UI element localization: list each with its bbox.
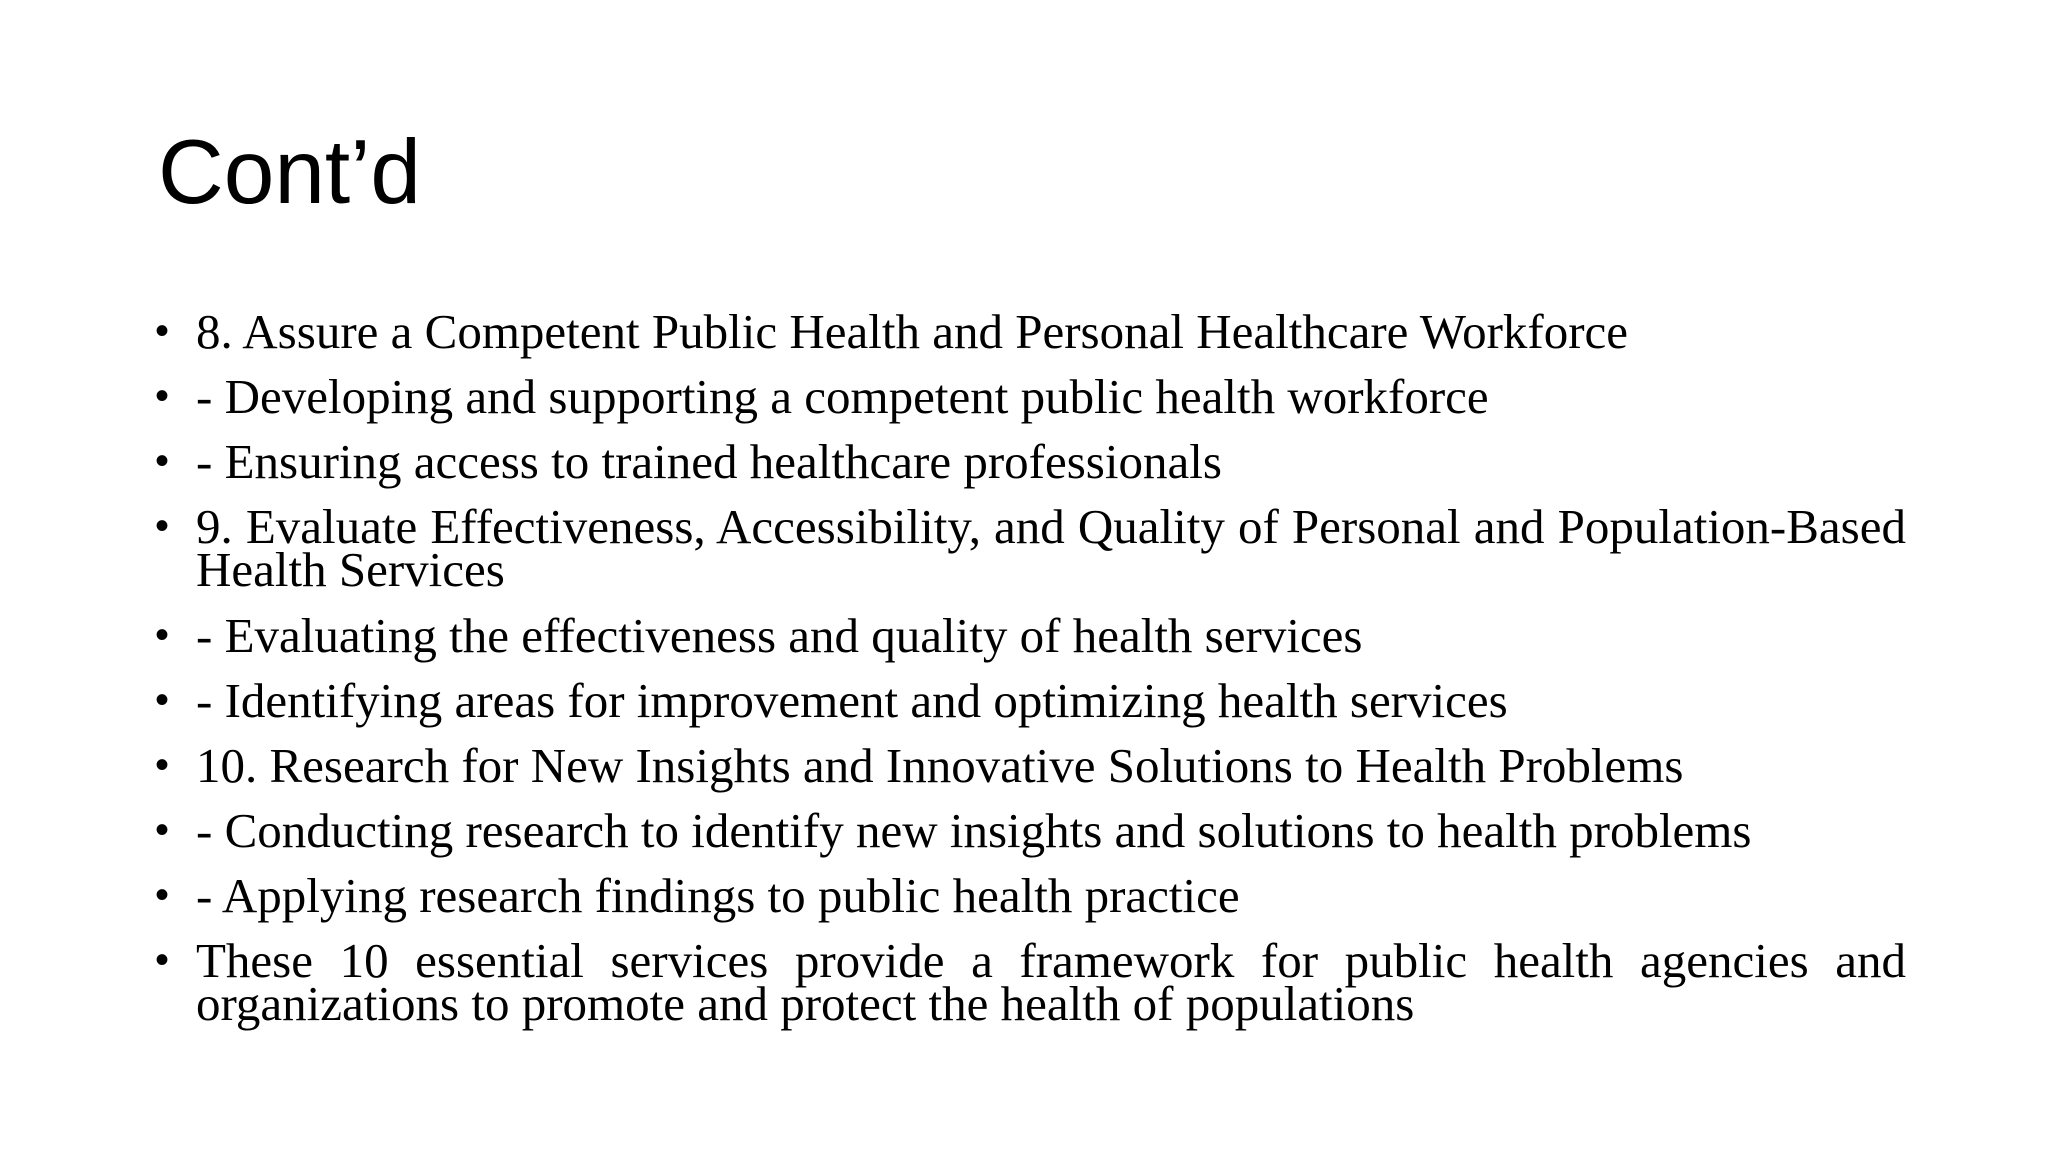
bullet-text: - Applying research findings to public health practice — [196, 868, 1240, 923]
bullet-icon: • — [155, 613, 170, 657]
bullet-text: - Developing and supporting a competent public health workforce — [196, 369, 1489, 424]
bullet-text: - Conducting research to identify new insights and solutions to health problems — [196, 803, 1752, 858]
bullet-icon: • — [155, 678, 170, 722]
bullet-text: - Evaluating the effectiveness and quality of health services — [196, 608, 1363, 663]
bullet-icon: • — [155, 938, 170, 982]
bullet-text: These 10 essential services provide a framework for public health agencies and organizations to promote and protect the health of populations — [196, 933, 1906, 1031]
bullet-text: 10. Research for New Insights and Innovative Solutions to Health Problems — [196, 738, 1684, 793]
bullet-text: 8. Assure a Competent Public Health and Personal Healthcare Workforce — [196, 304, 1629, 359]
bullet-icon: • — [155, 374, 170, 418]
bullet-icon: • — [155, 808, 170, 852]
bullet-icon: • — [155, 743, 170, 787]
bullet-text: - Identifying areas for improvement and optimizing health services — [196, 673, 1508, 728]
bullet-icon: • — [155, 873, 170, 917]
bullet-icon: • — [155, 504, 170, 548]
bullet-icon: • — [155, 309, 170, 353]
slide-title: Cont’d — [158, 122, 422, 223]
bullet-text: 9. Evaluate Effectiveness, Accessibility, and Quality of Personal and Population-Based Health Services — [196, 499, 1906, 597]
bullet-icon: • — [155, 439, 170, 483]
bullet-text: - Ensuring access to trained healthcare professionals — [196, 434, 1222, 489]
